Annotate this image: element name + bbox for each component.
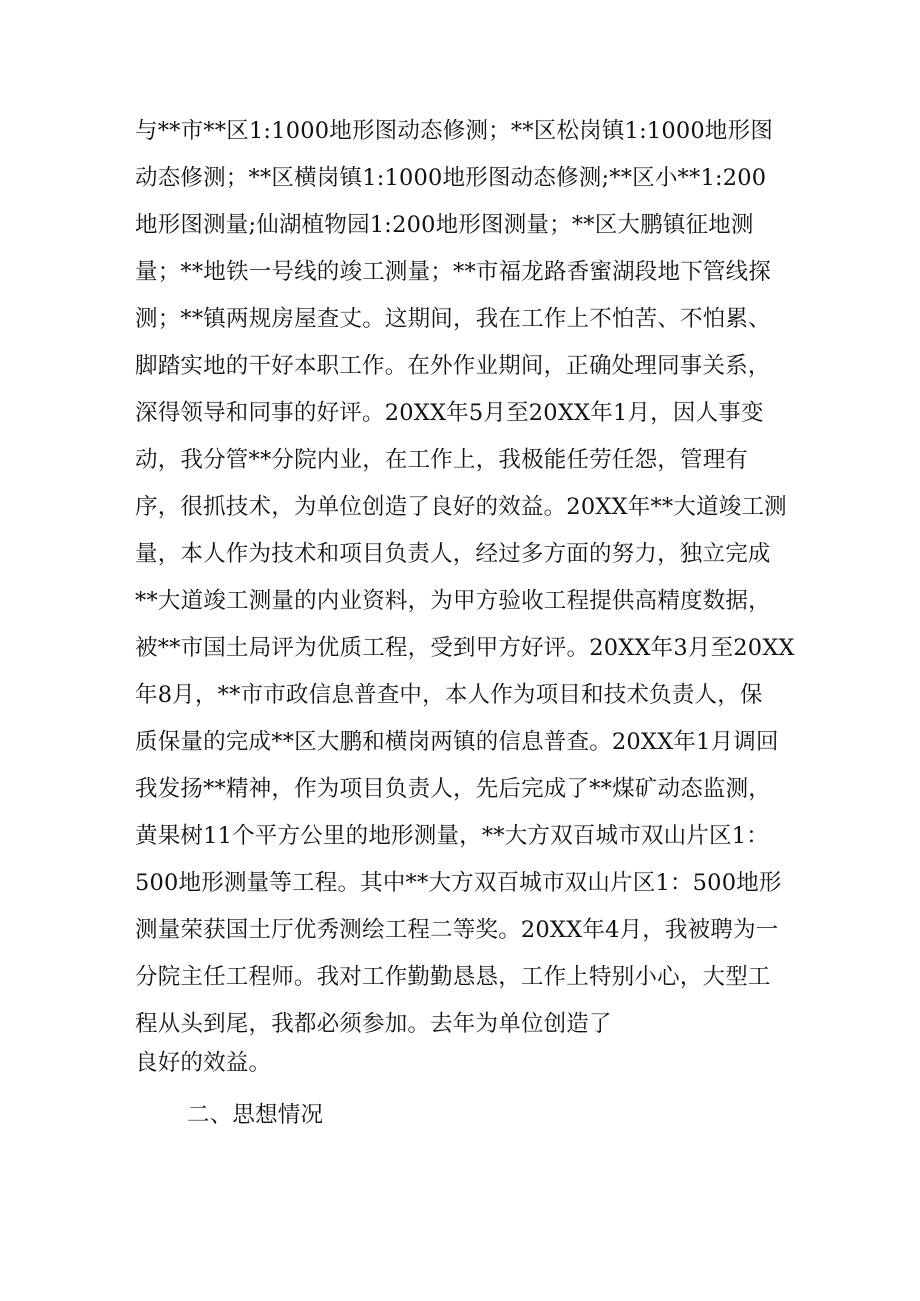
- body-text-line: 序，很抓技术，为单位创造了良好的效益。20XX年**大道竣工测: [135, 494, 787, 520]
- body-text-line: 黄果树11个平方公里的地形测量，**大方双百城市双山片区1：: [135, 823, 769, 849]
- body-text-line: 测；**镇两规房屋查丈。这期间，我在工作上不怕苦、不怕累、: [135, 306, 771, 332]
- body-text-line: 量；**地铁一号线的竣工测量；**市福龙路香蜜湖段地下管线探: [135, 259, 772, 285]
- body-text-line: 动，我分管**分院内业，在工作上，我极能任劳任怨，管理有: [135, 447, 749, 473]
- body-text-line: **大道竣工测量的内业资料，为甲方验收工程提供高精度数据，: [135, 588, 771, 614]
- body-text-line: 深得领导和同事的好评。20XX年5月至20XX年1月，因人事变: [135, 400, 764, 426]
- body-text-line: 程从头到尾，我都必须参加。去年为单位创造了: [135, 1011, 612, 1037]
- body-text-line: 量，本人作为技术和项目负责人，经过多方面的努力，独立完成: [135, 541, 771, 567]
- body-text-line: 脚踏实地的干好本职工作。在外作业期间，正确处理同事关系，: [135, 353, 771, 379]
- body-text-line: 我发扬**精神，作为项目负责人，先后完成了**煤矿动态监测，: [135, 776, 772, 802]
- body-text-line: 良好的效益。: [135, 1050, 272, 1076]
- body-text-line: 被**市国土局评为优质工程，受到甲方好评。20XX年3月至20XX: [135, 635, 795, 661]
- body-text-line: 动态修测；**区横岗镇1:1000地形图动态修测;**区小**1:200: [135, 165, 767, 191]
- body-text-line: 测量荣获国土厅优秀测绘工程二等奖。20XX年4月，我被聘为一: [135, 917, 779, 943]
- body-text-line: 500地形测量等工程。其中**大方双百城市双山片区1：500地形: [135, 870, 782, 896]
- body-text-line: 质保量的完成**区大鹏和横岗两镇的信息普查。20XX年1月调回: [135, 729, 779, 755]
- body-text-line: 与**市**区1:1000地形图动态修测；**区松岗镇1:1000地形图: [135, 118, 774, 144]
- section-heading: 二、思想情况: [187, 1102, 324, 1128]
- body-text-line: 地形图测量;仙湖植物园1:200地形图测量；**区大鹏镇征地测: [135, 212, 754, 238]
- body-text-line: 分院主任工程师。我对工作勤勤恳恳，工作上特别小心，大型工: [135, 964, 771, 990]
- body-text-line: 年8月，**市市政信息普查中，本人作为项目和技术负责人，保: [135, 682, 763, 708]
